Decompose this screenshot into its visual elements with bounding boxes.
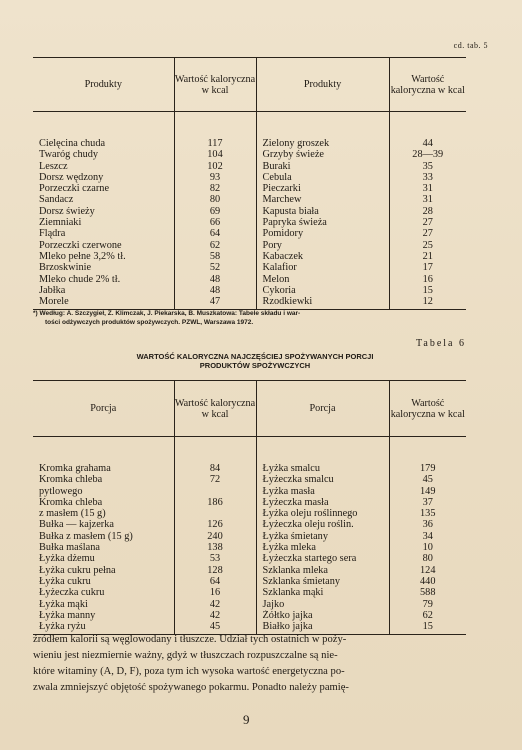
kcal-value: 58 <box>174 251 256 262</box>
kcal-value: 117 <box>174 112 256 150</box>
kcal-value: 15 <box>389 285 466 296</box>
item-name: Papryka świeża <box>256 217 389 228</box>
kcal-value: 135 <box>389 508 466 519</box>
item-name: Kromka chleba <box>39 474 103 486</box>
kcal-value: 66 <box>174 217 256 228</box>
kcal-value <box>174 486 256 497</box>
item-name: Bułka z masłem (15 g) <box>39 530 133 542</box>
kcal-value: 124 <box>389 565 466 576</box>
kcal-value: 52 <box>174 262 256 273</box>
item-name: Łyżeczka oleju roślin. <box>256 519 389 530</box>
table-row <box>33 565 466 576</box>
item-name: Kromka grahama <box>39 463 111 474</box>
item-name: Jajko <box>256 599 389 610</box>
footnote <box>33 309 466 327</box>
kcal-value: 28—39 <box>389 149 466 160</box>
table-row <box>33 262 466 273</box>
kcal-value: 31 <box>389 194 466 205</box>
item-name: pytlowego <box>39 485 83 497</box>
header-kcal: Wartość kaloryczna w kcal <box>389 381 466 437</box>
item-name: Grzyby świeże <box>256 149 389 160</box>
paragraph-line: zwala zmniejszyć objętość spożywanego pokarmu. Ponadto należy pamię- <box>33 682 349 693</box>
item-name: Dorsz świeży <box>39 205 95 217</box>
header-kcal: Wartość kaloryczna w kcal <box>389 58 466 112</box>
kcal-value: 33 <box>389 172 466 183</box>
table-row <box>33 285 466 296</box>
kcal-value: 47 <box>174 296 256 310</box>
header-kcal: Wartość kaloryczna w kcal <box>174 381 256 437</box>
item-name: Zielony groszek <box>256 112 389 150</box>
calorie-table-portions <box>33 380 466 635</box>
item-name: Łyżka mleka <box>256 542 389 553</box>
item-name: Bułka — kajzerka <box>39 519 114 531</box>
page-number: 9 <box>243 712 250 727</box>
kcal-value: 149 <box>389 486 466 497</box>
table-title <box>40 352 470 370</box>
item-name: z masłem (15 g) <box>39 508 106 520</box>
item-name: Buraki <box>256 161 389 172</box>
kcal-value: 25 <box>389 240 466 251</box>
item-name: Pory <box>256 240 389 251</box>
table-row <box>33 599 466 610</box>
kcal-value: 28 <box>389 206 466 217</box>
item-name: Łyżka cukru pełna <box>39 564 116 576</box>
table-row <box>33 149 466 160</box>
item-name: Flądra <box>39 228 66 240</box>
item-name: Żółtko jajka <box>256 610 389 621</box>
item-name: Porzeczki czarne <box>39 183 110 195</box>
header-portion: Porcja <box>256 381 389 437</box>
item-name: Leszcz <box>39 160 68 172</box>
table-row <box>33 183 466 194</box>
kcal-value: 80 <box>174 194 256 205</box>
kcal-value: 102 <box>174 161 256 172</box>
kcal-value: 48 <box>174 285 256 296</box>
item-name: Dorsz wędzony <box>39 171 104 183</box>
kcal-value: 104 <box>174 149 256 160</box>
kcal-value: 69 <box>174 206 256 217</box>
kcal-value: 588 <box>389 587 466 598</box>
table-row <box>33 576 466 587</box>
item-name: Ziemniaki <box>39 217 82 229</box>
kcal-value: 440 <box>389 576 466 587</box>
table-title-line: WARTOŚĆ KALORYCZNA NAJCZĘŚCIEJ SPOŻYWANYCH PORCJI <box>136 352 374 361</box>
table-row <box>33 112 466 150</box>
item-name: Łyżka masła <box>256 486 389 497</box>
table-row <box>33 610 466 621</box>
kcal-value: 36 <box>389 519 466 530</box>
kcal-value: 44 <box>389 112 466 150</box>
table-row <box>33 474 466 485</box>
table-row <box>33 251 466 262</box>
kcal-value: 37 <box>389 497 466 508</box>
table-row <box>33 240 466 251</box>
item-name: Pomidory <box>256 228 389 239</box>
item-name: Kabaczek <box>256 251 389 262</box>
kcal-value: 21 <box>389 251 466 262</box>
item-name: Cielęcina chuda <box>39 138 106 149</box>
table-row <box>33 519 466 530</box>
table-label: Tabela 6 <box>415 338 466 349</box>
footnote-line: tości odżywczych produktów spożywczych. PZWL, Warszawa 1972. <box>45 319 254 326</box>
item-name: Łyżeczka smalcu <box>256 474 389 485</box>
kcal-value: 31 <box>389 183 466 194</box>
item-name: Łyżka śmietany <box>256 531 389 542</box>
item-name: Melon <box>256 274 389 285</box>
paragraph-line: wieniu jest niezmiernie ważny, gdyż w tłuszczach rozpuszczalne są nie- <box>33 650 338 661</box>
item-name: Szklanka śmietany <box>256 576 389 587</box>
calorie-table-products <box>33 57 466 310</box>
table-row <box>33 587 466 598</box>
item-name: Sandacz <box>39 194 74 206</box>
item-name: Jabłka <box>39 284 66 296</box>
kcal-value: 53 <box>174 553 256 564</box>
kcal-value: 93 <box>174 172 256 183</box>
kcal-value: 72 <box>174 474 256 485</box>
table-row <box>33 531 466 542</box>
item-name: Kalafior <box>256 262 389 273</box>
item-name: Kromka chleba <box>39 496 103 508</box>
kcal-value: 179 <box>389 437 466 475</box>
item-name: Morele <box>33 296 174 310</box>
kcal-value: 27 <box>389 228 466 239</box>
item-name: Szklanka mleka <box>256 565 389 576</box>
item-name: Mleko pełne 3,2% tł. <box>39 250 126 262</box>
paragraph-line: które witaminy (A, D, F), poza tym ich wysoka wartość energetyczna po- <box>33 666 345 677</box>
item-name: Łyżka manny <box>39 609 96 621</box>
item-name: Łyżka smalcu <box>256 437 389 475</box>
table-row <box>33 497 466 508</box>
item-name: Brzoskwinie <box>39 262 92 274</box>
table-row <box>33 194 466 205</box>
item-name: Łyżeczka masła <box>256 497 389 508</box>
header-portion: Porcja <box>33 381 174 437</box>
kcal-value: 62 <box>174 240 256 251</box>
item-name: Łyżka oleju roślinnego <box>256 508 389 519</box>
kcal-value: 84 <box>174 437 256 475</box>
kcal-value: 186 <box>174 497 256 508</box>
item-name: Łyżeczka startego sera <box>256 553 389 564</box>
kcal-value: 42 <box>174 610 256 621</box>
item-name: Kapusta biała <box>256 206 389 217</box>
table-body <box>33 437 466 635</box>
table-row <box>33 217 466 228</box>
item-name: Szklanka mąki <box>256 587 389 598</box>
kcal-value: 16 <box>389 274 466 285</box>
item-name: Łyżeczka cukru <box>39 587 105 599</box>
item-name: Cebula <box>256 172 389 183</box>
item-name: Bułka maślana <box>39 542 100 554</box>
item-name: Łyżka ryżu <box>33 621 174 635</box>
table-row <box>33 486 466 497</box>
paragraph-line: źródłem kalorii są węglowodany i tłuszcze. Udział tych ostatnich w poży- <box>33 634 347 645</box>
table-row <box>33 274 466 285</box>
header-products: Produkty <box>256 58 389 112</box>
table-row <box>33 553 466 564</box>
kcal-value: 45 <box>389 474 466 485</box>
kcal-value: 64 <box>174 228 256 239</box>
continuation-note: cd. tab. 5 <box>453 41 488 50</box>
item-name: Białko jajka <box>256 621 389 635</box>
table-row <box>33 161 466 172</box>
item-name: Marchew <box>256 194 389 205</box>
footnote-line: *) Według: A. Szczygieł, Z. Klimczak, J. Piekarska, B. Muszkatowa: Tabele składu i war- <box>33 310 301 317</box>
table-row <box>33 172 466 183</box>
item-name: Twaróg chudy <box>39 149 99 161</box>
header-kcal: Wartość kaloryczna w kcal <box>174 58 256 112</box>
kcal-value: 42 <box>174 599 256 610</box>
kcal-value: 12 <box>389 296 466 310</box>
kcal-value: 27 <box>389 217 466 228</box>
item-name: Mleko chude 2% tł. <box>39 273 121 285</box>
item-name: Porzeczki czerwone <box>39 239 122 251</box>
kcal-value: 126 <box>174 519 256 530</box>
kcal-value: 35 <box>389 161 466 172</box>
kcal-value: 128 <box>174 565 256 576</box>
item-name: Łyżka dżemu <box>39 553 95 565</box>
kcal-value: 79 <box>389 599 466 610</box>
kcal-value: 45 <box>174 621 256 635</box>
table-row <box>33 228 466 239</box>
kcal-value: 62 <box>389 610 466 621</box>
kcal-value: 240 <box>174 531 256 542</box>
table-row <box>33 542 466 553</box>
table-row <box>33 296 466 310</box>
kcal-value: 48 <box>174 274 256 285</box>
kcal-value: 80 <box>389 553 466 564</box>
kcal-value: 16 <box>174 587 256 598</box>
kcal-value: 64 <box>174 576 256 587</box>
body-paragraph <box>33 632 469 696</box>
table-row <box>33 437 466 475</box>
header-products: Produkty <box>33 58 174 112</box>
item-name: Cykoria <box>256 285 389 296</box>
kcal-value: 138 <box>174 542 256 553</box>
kcal-value: 15 <box>389 621 466 635</box>
kcal-value: 10 <box>389 542 466 553</box>
kcal-value <box>174 508 256 519</box>
table-title-line: PRODUKTÓW SPOŻYWCZYCH <box>199 361 311 370</box>
table-body <box>33 112 466 310</box>
kcal-value: 82 <box>174 183 256 194</box>
table-row <box>33 206 466 217</box>
item-name: Łyżka cukru <box>39 575 91 587</box>
kcal-value: 34 <box>389 531 466 542</box>
item-name: Łyżka mąki <box>39 598 88 610</box>
kcal-value: 17 <box>389 262 466 273</box>
table-row <box>33 508 466 519</box>
item-name: Rzodkiewki <box>256 296 389 310</box>
item-name: Pieczarki <box>256 183 389 194</box>
